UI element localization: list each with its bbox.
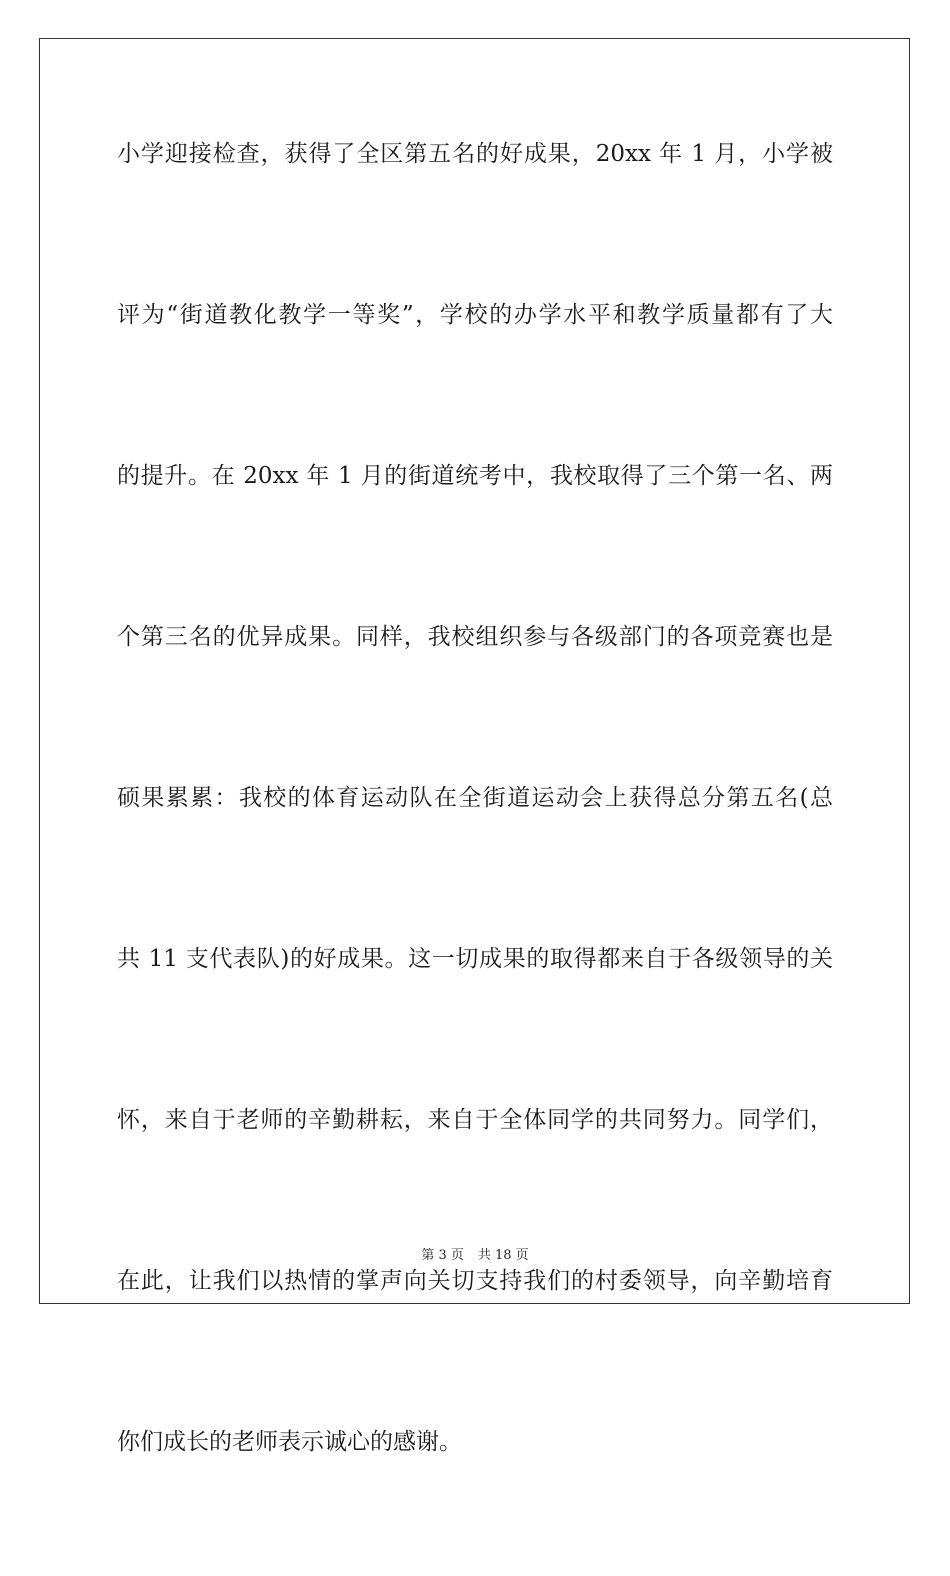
text-line: 的提升。在 20xx 年 1 月的街道统考中，我校取得了三个第一名、两: [117, 463, 833, 489]
body-text: [117, 127, 833, 1576]
text-line: 评为“街道教化教学一等奖”，学校的办学水平和教学质量都有了大: [117, 302, 833, 328]
page-footer: [0, 1244, 950, 1263]
total-pages: 共 18 页: [477, 1248, 529, 1263]
text-line: 怀，来自于老师的辛勤耕耘，来自于全体同学的共同努力。同学们，: [117, 1107, 833, 1133]
page-number: 第 3 页: [421, 1248, 464, 1263]
text-line: 个第三名的优异成果。同样，我校组织参与各级部门的各项竞赛也是: [117, 624, 833, 650]
text-line: 共 11 支代表队)的好成果。这一切成果的取得都来自于各级领导的关: [117, 946, 833, 972]
text-line: 硕果累累：我校的体育运动队在全街道运动会上获得总分第五名(总: [117, 785, 833, 811]
text-line: 你们成长的老师表示诚心的感谢。: [117, 1429, 462, 1455]
text-line: 小学迎接检查，获得了全区第五名的好成果，20xx 年 1 月，小学被: [117, 141, 833, 167]
text-line: 在此，让我们以热情的掌声向关切支持我们的村委领导，向辛勤培育: [117, 1268, 833, 1294]
